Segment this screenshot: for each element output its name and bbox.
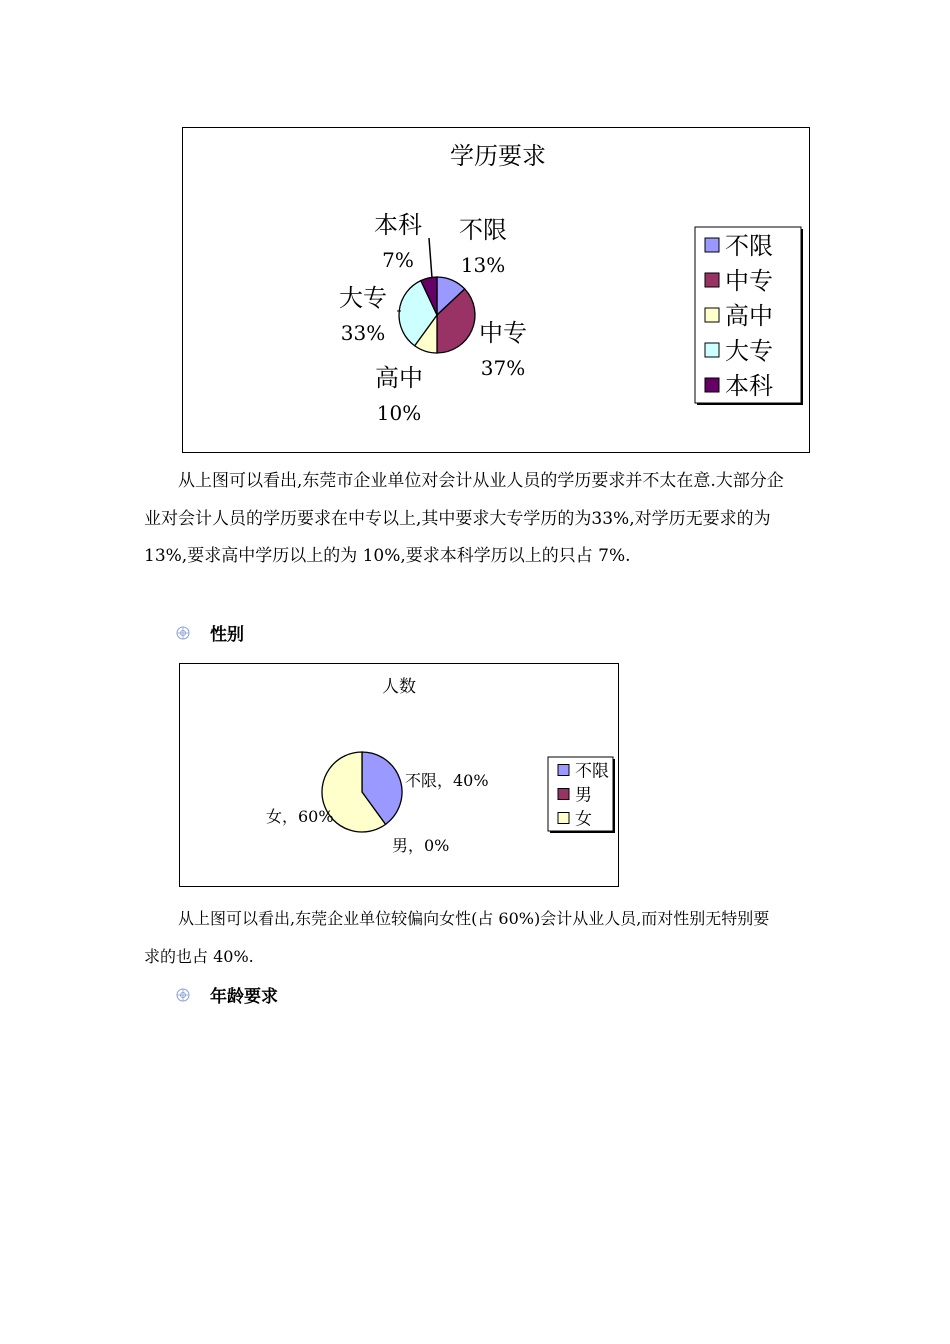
education-data-label-value-4: 7% xyxy=(382,248,414,272)
gender-chart-title: 人数 xyxy=(382,677,416,697)
education-legend-swatch-4 xyxy=(705,378,719,392)
gender-legend-swatch-0 xyxy=(558,765,569,776)
education-data-label-name-0: 不限 xyxy=(459,216,507,244)
education-data-label-name-2: 高中 xyxy=(375,364,423,392)
gender-data-label-1: 男，0% xyxy=(392,836,450,855)
gender-legend-label-1: 男 xyxy=(575,785,592,806)
education-chart xyxy=(182,127,810,453)
age-heading-text: 年龄要求 xyxy=(210,987,278,1007)
education-legend-label-3: 大专 xyxy=(725,337,773,366)
education-data-label-value-3: 33% xyxy=(340,321,386,345)
education-legend-label-1: 中专 xyxy=(725,267,773,296)
education-data-label-name-1: 中专 xyxy=(479,319,527,347)
gender-heading-text: 性别 xyxy=(210,625,244,645)
education-leader-line xyxy=(429,238,432,278)
education-legend-swatch-1 xyxy=(705,273,719,287)
education-data-label-name-4: 本科 xyxy=(374,211,422,239)
flower-bullet-icon xyxy=(176,988,190,1002)
education-data-label-value-0: 13% xyxy=(460,253,506,277)
education-legend-swatch-3 xyxy=(705,343,719,357)
gender-heading xyxy=(176,620,244,645)
education-data-label-value-1: 37% xyxy=(480,356,526,380)
education-pie-svg xyxy=(183,128,809,452)
age-heading xyxy=(176,982,278,1007)
gender-legend-swatch-2 xyxy=(558,813,569,824)
flower-bullet-icon xyxy=(176,626,190,640)
gender-legend-label-0: 不限 xyxy=(575,761,609,782)
education-legend-label-2: 高中 xyxy=(725,302,773,331)
education-chart-title: 学历要求 xyxy=(450,142,546,170)
gender-paragraph: 从上图可以看出,东莞企业单位较偏向女性(占 60%)会计从业人员,而对性别无特别要求的也占 40%. xyxy=(144,909,770,966)
education-legend-swatch-0 xyxy=(705,238,719,252)
gender-pie-svg xyxy=(180,664,618,886)
education-data-label-name-3: 大专 xyxy=(339,284,387,312)
gender-data-label-2: 女，60% xyxy=(266,807,334,826)
education-legend-label-0: 不限 xyxy=(725,232,773,261)
education-legend-label-4: 本科 xyxy=(725,372,773,401)
gender-data-label-0: 不限，40% xyxy=(405,771,489,790)
gender-legend-label-2: 女 xyxy=(575,809,592,830)
gender-chart xyxy=(179,663,619,887)
education-legend-swatch-2 xyxy=(705,308,719,322)
education-data-label-value-2: 10% xyxy=(376,401,422,425)
gender-legend-swatch-1 xyxy=(558,789,569,800)
education-paragraph: 从上图可以看出,东莞市企业单位对会计从业人员的学历要求并不太在意.大部分企业对会计人员的学历要求在中专以上,其中要求大专学历的为33%,对学历无要求的为 13%,要求高中学历以上的为 10%,要求本科学历以上的只占 7%. xyxy=(144,471,784,566)
